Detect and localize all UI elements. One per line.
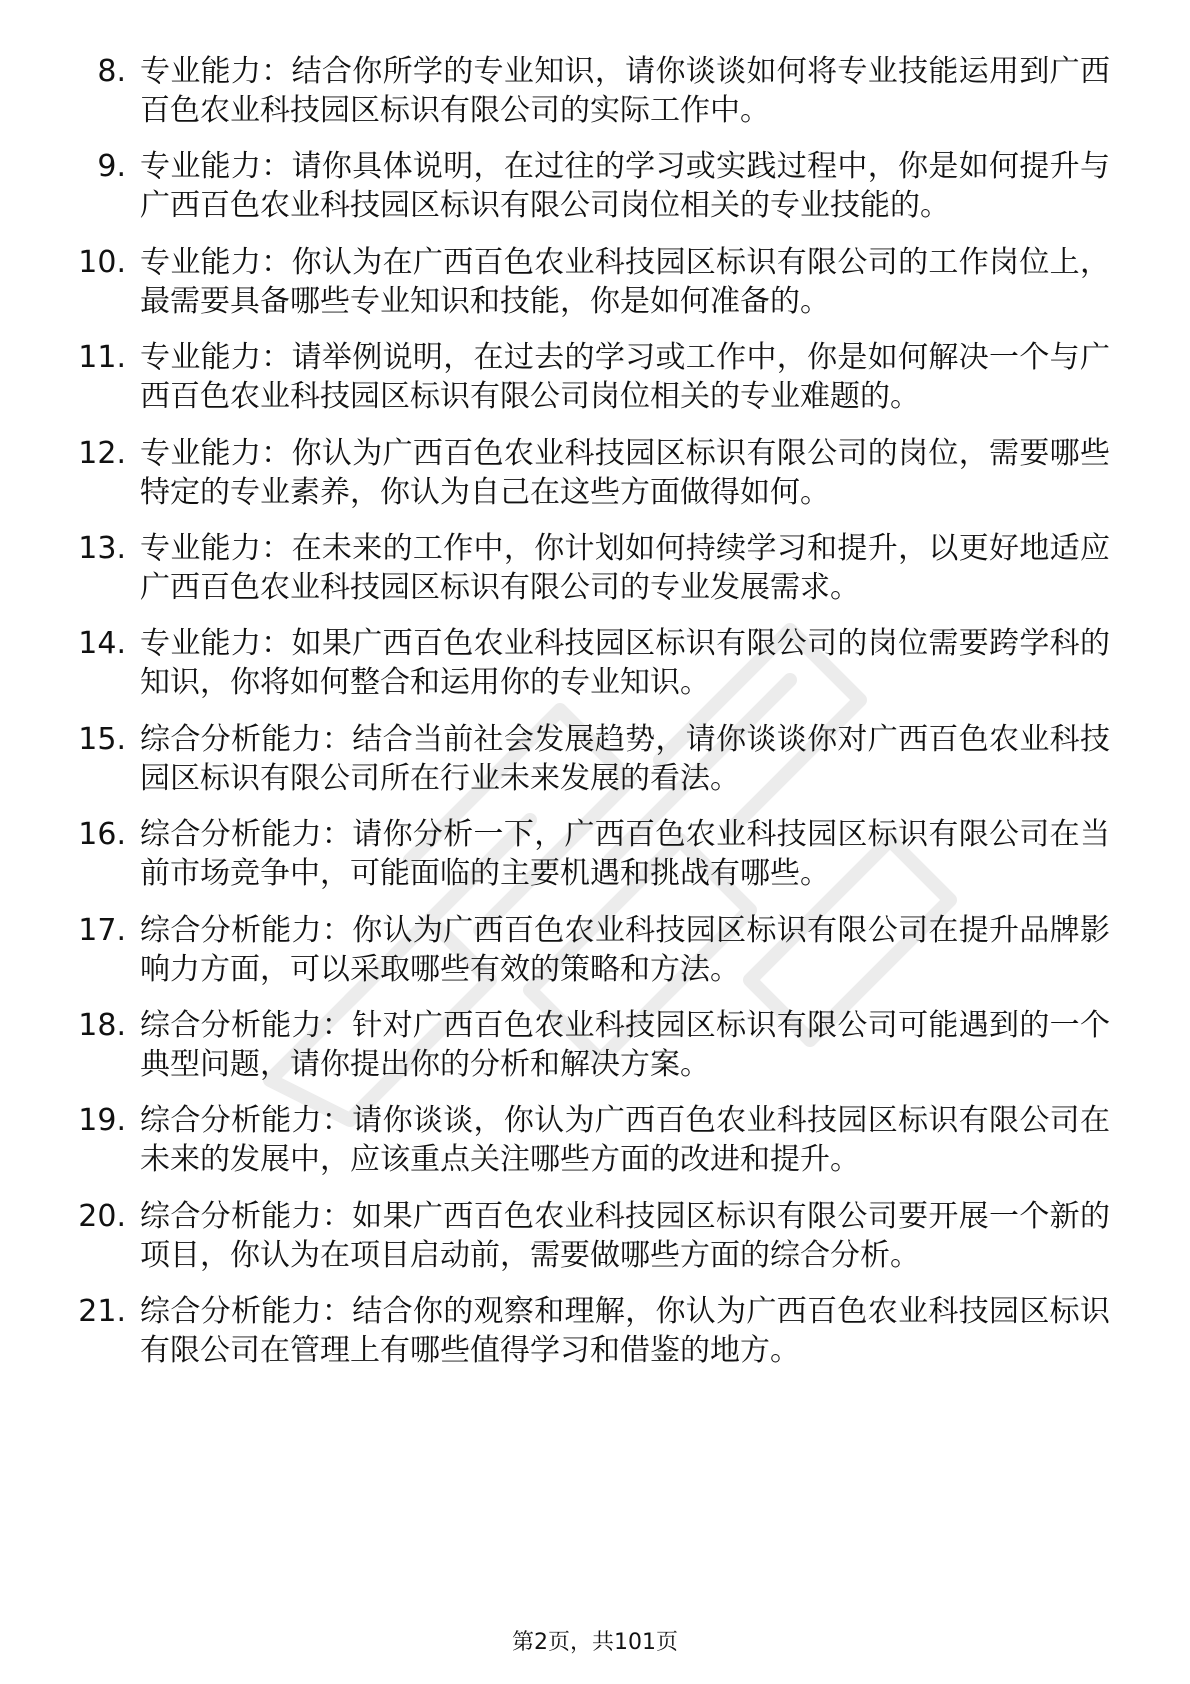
question-text: 综合分析能力：请你谈谈，你认为广西百色农业科技园区标识有限公司在未来的发展中，应该重点关注哪些方面的改进和提升。 [140, 1103, 1110, 1178]
question-number: 13. [78, 530, 126, 566]
question-list [60, 52, 1110, 1387]
question-number: 18. [78, 1007, 126, 1043]
question-number: 21. [78, 1294, 126, 1330]
page-number-label: 第2页，共101页 [512, 1630, 678, 1655]
question-text: 综合分析能力：结合当前社会发展趋势，请你谈谈你对广西百色农业科技园区标识有限公司所在行业未来发展的看法。 [140, 721, 1110, 796]
question-item [60, 243, 1110, 321]
question-text: 专业能力：请你具体说明，在过往的学习或实践过程中，你是如何提升与广西百色农业科技园区标识有限公司岗位相关的专业技能的。 [140, 149, 1110, 224]
question-item [60, 52, 1110, 130]
question-item [60, 1292, 1110, 1370]
question-text: 综合分析能力：结合你的观察和理解，你认为广西百色农业科技园区标识有限公司在管理上有哪些值得学习和借鉴的地方。 [140, 1294, 1110, 1369]
question-number: 16. [78, 817, 126, 853]
question-number: 15. [78, 721, 126, 757]
question-text: 专业能力：如果广西百色农业科技园区标识有限公司的岗位需要跨学科的知识，你将如何整合和运用你的专业知识。 [140, 626, 1110, 701]
page-footer [0, 1628, 1190, 1658]
question-text: 专业能力：你认为广西百色农业科技园区标识有限公司的岗位，需要哪些特定的专业素养，你认为自己在这些方面做得如何。 [140, 435, 1110, 510]
question-item [60, 1101, 1110, 1179]
question-item [60, 720, 1110, 798]
question-number: 8. [97, 54, 126, 89]
question-item [60, 1197, 1110, 1275]
question-text: 专业能力：在未来的工作中，你计划如何持续学习和提升，以更好地适应广西百色农业科技园区标识有限公司的专业发展需求。 [140, 530, 1110, 605]
question-number: 20. [78, 1198, 126, 1234]
question-number: 10. [78, 244, 126, 280]
question-text: 综合分析能力：你认为广西百色农业科技园区标识有限公司在提升品牌影响力方面，可以采取哪些有效的策略和方法。 [140, 912, 1110, 987]
question-item [60, 911, 1110, 989]
question-text: 专业能力：请举例说明，在过去的学习或工作中，你是如何解决一个与广西百色农业科技园区标识有限公司岗位相关的专业难题的。 [140, 340, 1110, 415]
question-text: 综合分析能力：针对广西百色农业科技园区标识有限公司可能遇到的一个典型问题，请你提出你的分析和解决方案。 [140, 1007, 1110, 1082]
question-item [60, 1006, 1110, 1084]
question-text: 专业能力：你认为在广西百色农业科技园区标识有限公司的工作岗位上，最需要具备哪些专业知识和技能，你是如何准备的。 [140, 244, 1110, 319]
question-text: 综合分析能力：请你分析一下，广西百色农业科技园区标识有限公司在当前市场竞争中，可能面临的主要机遇和挑战有哪些。 [140, 817, 1110, 892]
question-item [60, 624, 1110, 702]
question-number: 14. [78, 626, 126, 662]
question-text: 综合分析能力：如果广西百色农业科技园区标识有限公司要开展一个新的项目，你认为在项目启动前，需要做哪些方面的综合分析。 [140, 1198, 1110, 1273]
question-text: 专业能力：结合你所学的专业知识，请你谈谈如何将专业技能运用到广西百色农业科技园区标识有限公司的实际工作中。 [140, 54, 1110, 128]
question-item [60, 815, 1110, 893]
question-number: 11. [78, 340, 126, 376]
question-number: 19. [78, 1103, 126, 1139]
question-item [60, 529, 1110, 607]
question-number: 17. [78, 912, 126, 948]
question-item [60, 338, 1110, 416]
question-number: 12. [78, 435, 126, 471]
question-item [60, 434, 1110, 512]
question-item [60, 147, 1110, 225]
question-number: 9. [97, 149, 126, 185]
